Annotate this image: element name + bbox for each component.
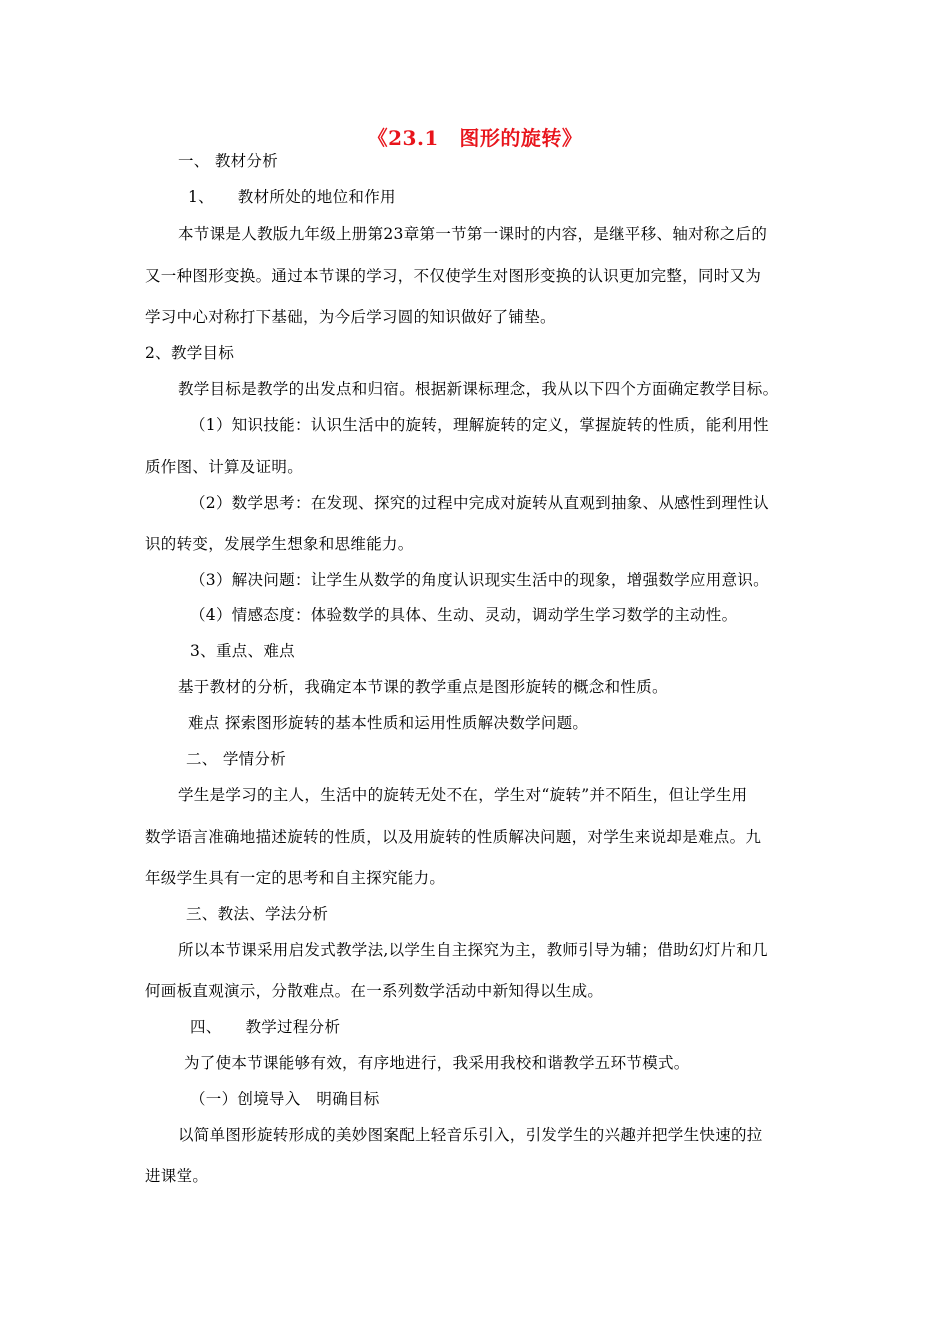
subsection-heading-1-3: 3、重点、难点 [190, 642, 295, 660]
paragraph-line: 难点 探索图形旋转的基本性质和运用性质解决数学问题。 [188, 714, 589, 732]
paragraph-line: （3）解决问题：让学生从数学的角度认识现实生活中的现象，增强数学应用意识。 [190, 571, 769, 589]
paragraph-line: （2）数学思考：在发现、探究的过程中完成对旋转从直观到抽象、从感性到理性认 [190, 494, 769, 512]
paragraph-line: 为了使本节课能够有效，有序地进行，我采用我校和谐教学五环节模式。 [184, 1054, 690, 1072]
section-heading-1: 一、 教材分析 [178, 152, 279, 170]
paragraph-line: 学习中心对称打下基础，为今后学习圆的知识做好了铺垫。 [145, 308, 556, 326]
paragraph-line: 质作图、计算及证明。 [145, 458, 304, 476]
section-heading-3: 三、教法、学法分析 [186, 905, 329, 923]
subsection-heading-1-2: 2、教学目标 [145, 344, 235, 362]
paragraph-line: 进课堂。 [145, 1167, 209, 1185]
paragraph-line: 教学目标是教学的出发点和归宿。根据新课标理念，我从以下四个方面确定教学目标。 [178, 380, 779, 398]
paragraph-line: 学生是学习的主人，生活中的旋转无处不在，学生对“旋转”并不陌生，但让学生用 [178, 786, 748, 804]
paragraph-line: 以简单图形旋转形成的美妙图案配上轻音乐引入，引发学生的兴趣并把学生快速的拉 [178, 1126, 763, 1144]
section-heading-4: 四、 教学过程分析 [190, 1018, 341, 1036]
paragraph-line: 何画板直观演示，分散难点。在一系列数学活动中新知得以生成。 [145, 982, 604, 1000]
paragraph-line: （4）情感态度：体验数学的具体、生动、灵动，调动学生学习数学的主动性。 [190, 606, 738, 624]
paragraph-line: （1）知识技能：认识生活中的旋转，理解旋转的定义，掌握旋转的性质，能利用性 [190, 416, 769, 434]
paragraph-line: 识的转变，发展学生想象和思维能力。 [145, 535, 414, 553]
paragraph-line: 又一种图形变换。通过本节课的学习，不仅使学生对图形变换的认识更加完整，同时又为 [145, 267, 762, 285]
paragraph-line: 数学语言准确地描述旋转的性质，以及用旋转的性质解决问题，对学生来说却是难点。九 [145, 828, 762, 846]
subsection-heading-1-1: 1、 教材所处的地位和作用 [188, 188, 396, 206]
document-title: 《23.1 图形的旋转》 [367, 126, 583, 150]
paragraph-line: 年级学生具有一定的思考和自主探究能力。 [145, 869, 446, 887]
subsection-heading-4-1: （一）创境导入 明确目标 [190, 1090, 380, 1108]
paragraph-line: 本节课是人教版九年级上册第23章第一节第一课时的内容，是继平移、轴对称之后的 [178, 225, 768, 243]
paragraph-line: 基于教材的分析，我确定本节课的教学重点是图形旋转的概念和性质。 [178, 678, 668, 696]
section-heading-2: 二、 学情分析 [186, 750, 287, 768]
paragraph-line: 所以本节课采用启发式教学法,以学生自主探究为主，教师引导为辅；借助幻灯片和几 [178, 941, 768, 959]
